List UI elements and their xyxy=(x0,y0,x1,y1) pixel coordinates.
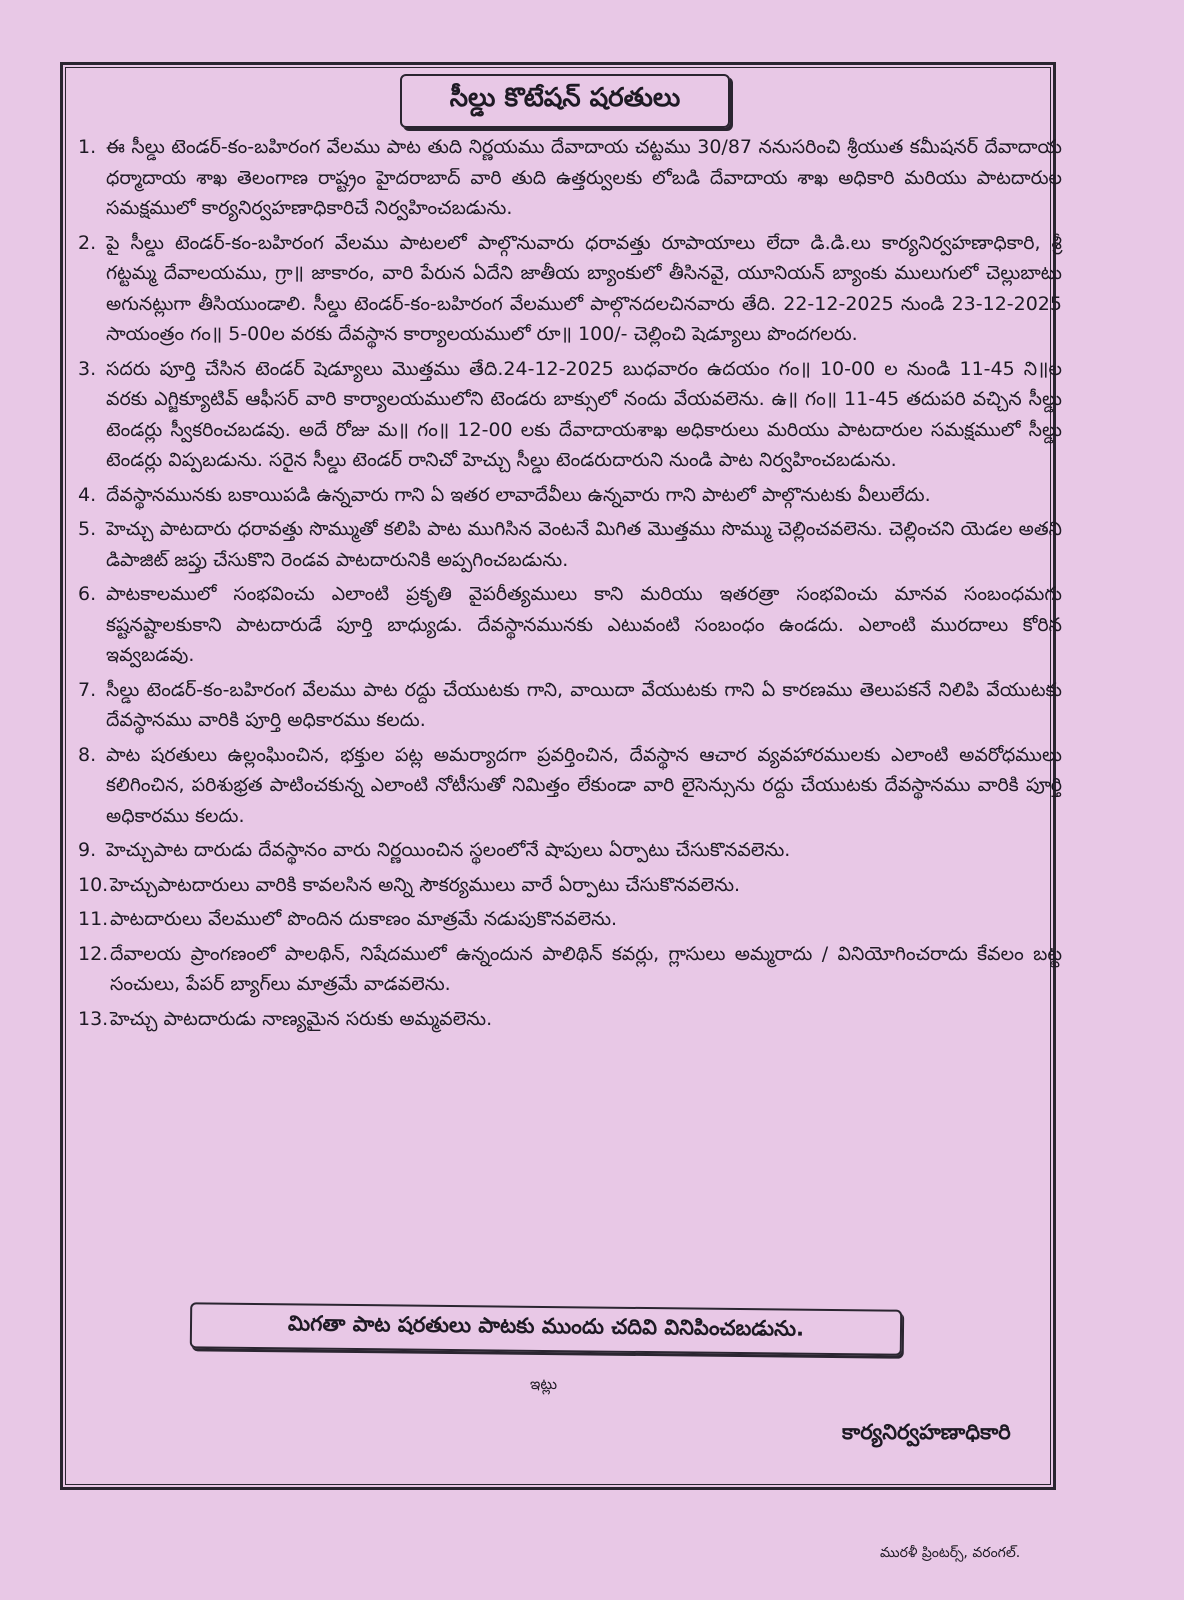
item-number: 13. xyxy=(78,1007,109,1030)
item-text: సదరు పూర్తి చేసిన టెండర్ షెడ్యూలు మొత్తము తేది.24-12-2025 బుధవారం ఉదయం గం॥ 10-00 ల నుండి 11-45 ని॥ల వరకు ఎగ్జిక్యూటివ్ ఆఫీసర్ వారి కార్యాలయములోని టెండరు బాక్సులో నందు వేయవలెను. ఉ॥ గం॥ 11-45 తదుపరి వచ్చిన సీల్డు టెండర్లు స్వీకరించబడవు. అదే రోజు మ॥ గం॥ 12-00 లకు దేవాదాయశాఖ అధికారులు మరియు పాటదారుల సమక్షములో సీల్డు టెండర్లు విప్పబడును. సరైన సీల్డు టెండర్ రానిచో హెచ్చు సీల్డు టెండరుదారుని నుండి పాట నిర్వహించబడును. xyxy=(106,357,1062,471)
item-number: 10. xyxy=(78,873,109,896)
condition-item xyxy=(78,579,1062,671)
closing-text: ఇట్లు xyxy=(530,1375,558,1393)
item-number: 5. xyxy=(78,518,97,540)
item-text: పాటదారులు వేలములో పొందిన దుకాణం మాత్రమే నడుపుకొనవలెను. xyxy=(110,908,618,930)
condition-item xyxy=(78,228,1062,350)
item-number: 3. xyxy=(78,357,97,380)
condition-item xyxy=(78,904,1062,935)
condition-item xyxy=(78,480,1062,511)
footer-note-box: మిగతా పాట షరతులు పాటకు ముందు చదివి వినిపించబడును. xyxy=(190,1302,902,1355)
condition-item xyxy=(78,835,1062,866)
condition-item xyxy=(78,132,1062,224)
item-text: సీల్డు టెండర్-కం-బహిరంగ వేలము పాట రద్దు చేయుటకు గాని, వాయిదా వేయుటకు గాని ఏ కారణము తెలుపకనే నిలిపి వేయుటకు దేవస్థానము వారికి పూర్తి అధికారము కలదు. xyxy=(106,678,1062,731)
item-number: 8. xyxy=(78,743,97,766)
item-text: హెచ్చు పాటదారు ధరావత్తు సొమ్ముతో కలిపి పాట ముగిసిన వెంటనే మిగిత మొత్తము సొమ్ము చెల్లించవలెను. చెల్లించని యెడల అతని డిపాజిట్ జప్తు చేసుకొని రెండవ పాటదారునికి అప్పగించబడును. xyxy=(106,518,1062,571)
item-text: పాట షరతులు ఉల్లంఘించిన, భక్తుల పట్ల అమర్యాదగా ప్రవర్తించిన, దేవస్థాన ఆచార వ్యవహారములకు ఎలాంటి అవరోధములు కలిగించిన, పరిశుభ్రత పాటించకున్న ఎలాంటి నోటీసుతో నిమిత్తం లేకుండా వారి లైసెన్సును రద్దు చేయుటకు దేవస్థానము వారికి పూర్తి అధికారము కలదు. xyxy=(106,743,1062,827)
item-number: 7. xyxy=(78,678,97,701)
condition-item xyxy=(78,740,1062,832)
item-text: హెచ్చు పాటదారుడు నాణ్యమైన సరుకు అమ్మవలెను. xyxy=(110,1007,493,1030)
conditions-list xyxy=(78,132,1062,1038)
item-number: 2. xyxy=(78,231,97,254)
condition-item xyxy=(78,870,1062,901)
item-number: 11. xyxy=(78,908,109,930)
signatory-title: కార్యనిర్వహణాధికారి xyxy=(842,1420,1011,1444)
item-number: 12. xyxy=(78,942,109,965)
condition-item xyxy=(78,675,1062,736)
condition-item xyxy=(78,354,1062,476)
item-number: 4. xyxy=(78,483,97,506)
item-number: 9. xyxy=(78,839,97,861)
item-text: ఈ సీల్డు టెండర్-కం-బహిరంగ వేలము పాట తుది నిర్ణయము దేవాదాయ చట్టము 30/87 ననుసరించి శ్రీయుత కమీషనర్ దేవాదాయ ధర్మాదాయ శాఖ తెలంగాణ రాష్ట్రం హైదరాబాద్ వారి తుది ఉత్తర్వులకు లోబడి దేవాదాయ శాఖ అధికారి మరియు పాటదారుల సమక్షములో కార్యనిర్వహణాధికారిచే నిర్వహించబడును. xyxy=(106,136,1062,219)
document-title: సీల్డు కొటేషన్ షరతులు xyxy=(400,74,730,128)
item-text: దేవాలయ ప్రాంగణంలో పాలథిన్, నిషేదములో ఉన్నందున పాలిథిన్ కవర్లు, గ్లాసులు అమ్మరాదు / వినియోగించరాదు కేవలం బట్ట సంచులు, పేపర్ బ్యాగ్‌లు మాత్రమే వాడవలెను. xyxy=(110,942,1062,995)
condition-item xyxy=(78,939,1062,1000)
condition-item xyxy=(78,1004,1062,1035)
item-text: పాటకాలములో సంభవించు ఎలాంటి ప్రకృతి వైపరీత్యములు కాని మరియు ఇతరత్రా సంభవించు మానవ సంబంధమగు కష్టనష్టాలకుకాని పాటదారుడే పూర్తి బాధ్యుడు. దేవస్థానమునకు ఎటువంటి సంబంధం ఉండదు. ఎలాంటి మురదాలు కోరిన ఇవ్వబడవు. xyxy=(106,583,1062,666)
printer-credit: మురళీ ప్రింటర్స్, వరంగల్. xyxy=(880,1545,1021,1561)
item-text: దేవస్థానమునకు బకాయిపడి ఉన్నవారు గాని ఏ ఇతర లావాదేవీలు ఉన్నవారు గాని పాటలో పాల్గొనుటకు వీలులేదు. xyxy=(106,483,931,506)
condition-item xyxy=(78,514,1062,575)
item-text: హెచ్చుపాటదారులు వారికి కావలసిన అన్ని సౌకర్యములు వారే ఏర్పాటు చేసుకొనవలెను. xyxy=(110,873,741,896)
item-text: హెచ్చుపాట దారుడు దేవస్థానం వారు నిర్ణయించిన స్థలంలోనే షాపులు ఏర్పాటు చేసుకొనవలెను. xyxy=(106,839,791,861)
item-text: పై సీల్డు టెండర్-కం-బహిరంగ వేలము పాటలలో పాల్గొనువారు ధరావత్తు రూపాయాలు లేదా డి.డి.లు కార్యనిర్వహణాధికారి, శ్రీ గట్టమ్మ దేవాలయము, గ్రా॥ జాకారం, వారి పేరున ఏదేని జాతీయ బ్యాంకులో తీసినవై, యూనియన్ బ్యాంకు ములుగులో చెల్లుబాటు అగునట్లుగా తీసియుండాలి. సీల్డు టెండర్-కం-బహిరంగ వేలములో పాల్గొనదలచినవారు తేది. 22-12-2025 నుండి 23-12-2025 సాయంత్రం గం॥ 5-00ల వరకు దేవస్థాన కార్యాలయములో రూ॥ 100/- చెల్లించి షెడ్యూలు పొందగలరు. xyxy=(106,231,1062,345)
item-number: 6. xyxy=(78,583,97,605)
item-number: 1. xyxy=(78,136,97,158)
